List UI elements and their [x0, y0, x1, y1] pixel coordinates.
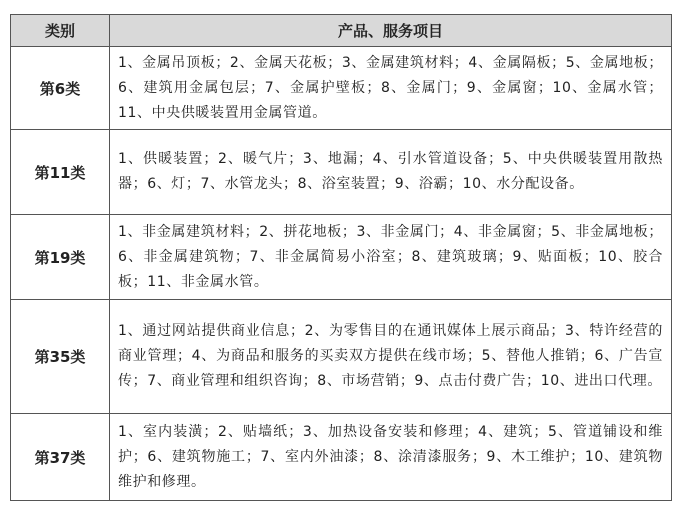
items-cell: 1、通过网站提供商业信息；2、为零售目的在通讯媒体上展示商品；3、特许经营的商业管理；4、为商品和服务的买卖双方提供在线市场；5、替他人推销；6、广告宣传；7、商业管理和组织咨询；8、市场营销；9、点击付费广告；10、进出口代理。 [110, 300, 672, 414]
table-row [11, 300, 672, 414]
table-row [11, 130, 672, 215]
items-cell: 1、供暖装置；2、暖气片；3、地漏；4、引水管道设备；5、中央供暖装置用散热器；6、灯；7、水管龙头；8、浴室装置；9、浴霸；10、水分配设备。 [110, 130, 672, 215]
category-cell: 第6类 [11, 47, 110, 130]
header-items: 产品、服务项目 [110, 15, 672, 47]
category-table-container [10, 14, 671, 501]
table-row [11, 47, 672, 130]
header-category: 类别 [11, 15, 110, 47]
table-row [11, 215, 672, 300]
items-cell: 1、室内装潢；2、贴墙纸；3、加热设备安装和修理；4、建筑；5、管道铺设和维护；6、建筑物施工；7、室内外油漆；8、涂清漆服务；9、木工维护；10、建筑物维护和修理。 [110, 414, 672, 501]
items-cell: 1、非金属建筑材料；2、拼花地板；3、非金属门；4、非金属窗；5、非金属地板；6、非金属建筑物；7、非金属简易小浴室；8、建筑玻璃；9、贴面板；10、胶合板；11、非金属水管。 [110, 215, 672, 300]
category-cell: 第37类 [11, 414, 110, 501]
table-header-row [11, 15, 672, 47]
category-cell: 第19类 [11, 215, 110, 300]
category-table [10, 14, 672, 501]
table-row [11, 414, 672, 501]
items-cell: 1、金属吊顶板；2、金属天花板；3、金属建筑材料；4、金属隔板；5、金属地板；6、建筑用金属包层；7、金属护壁板；8、金属门；9、金属窗；10、金属水管；11、中央供暖装置用金属管道。 [110, 47, 672, 130]
category-cell: 第35类 [11, 300, 110, 414]
category-cell: 第11类 [11, 130, 110, 215]
